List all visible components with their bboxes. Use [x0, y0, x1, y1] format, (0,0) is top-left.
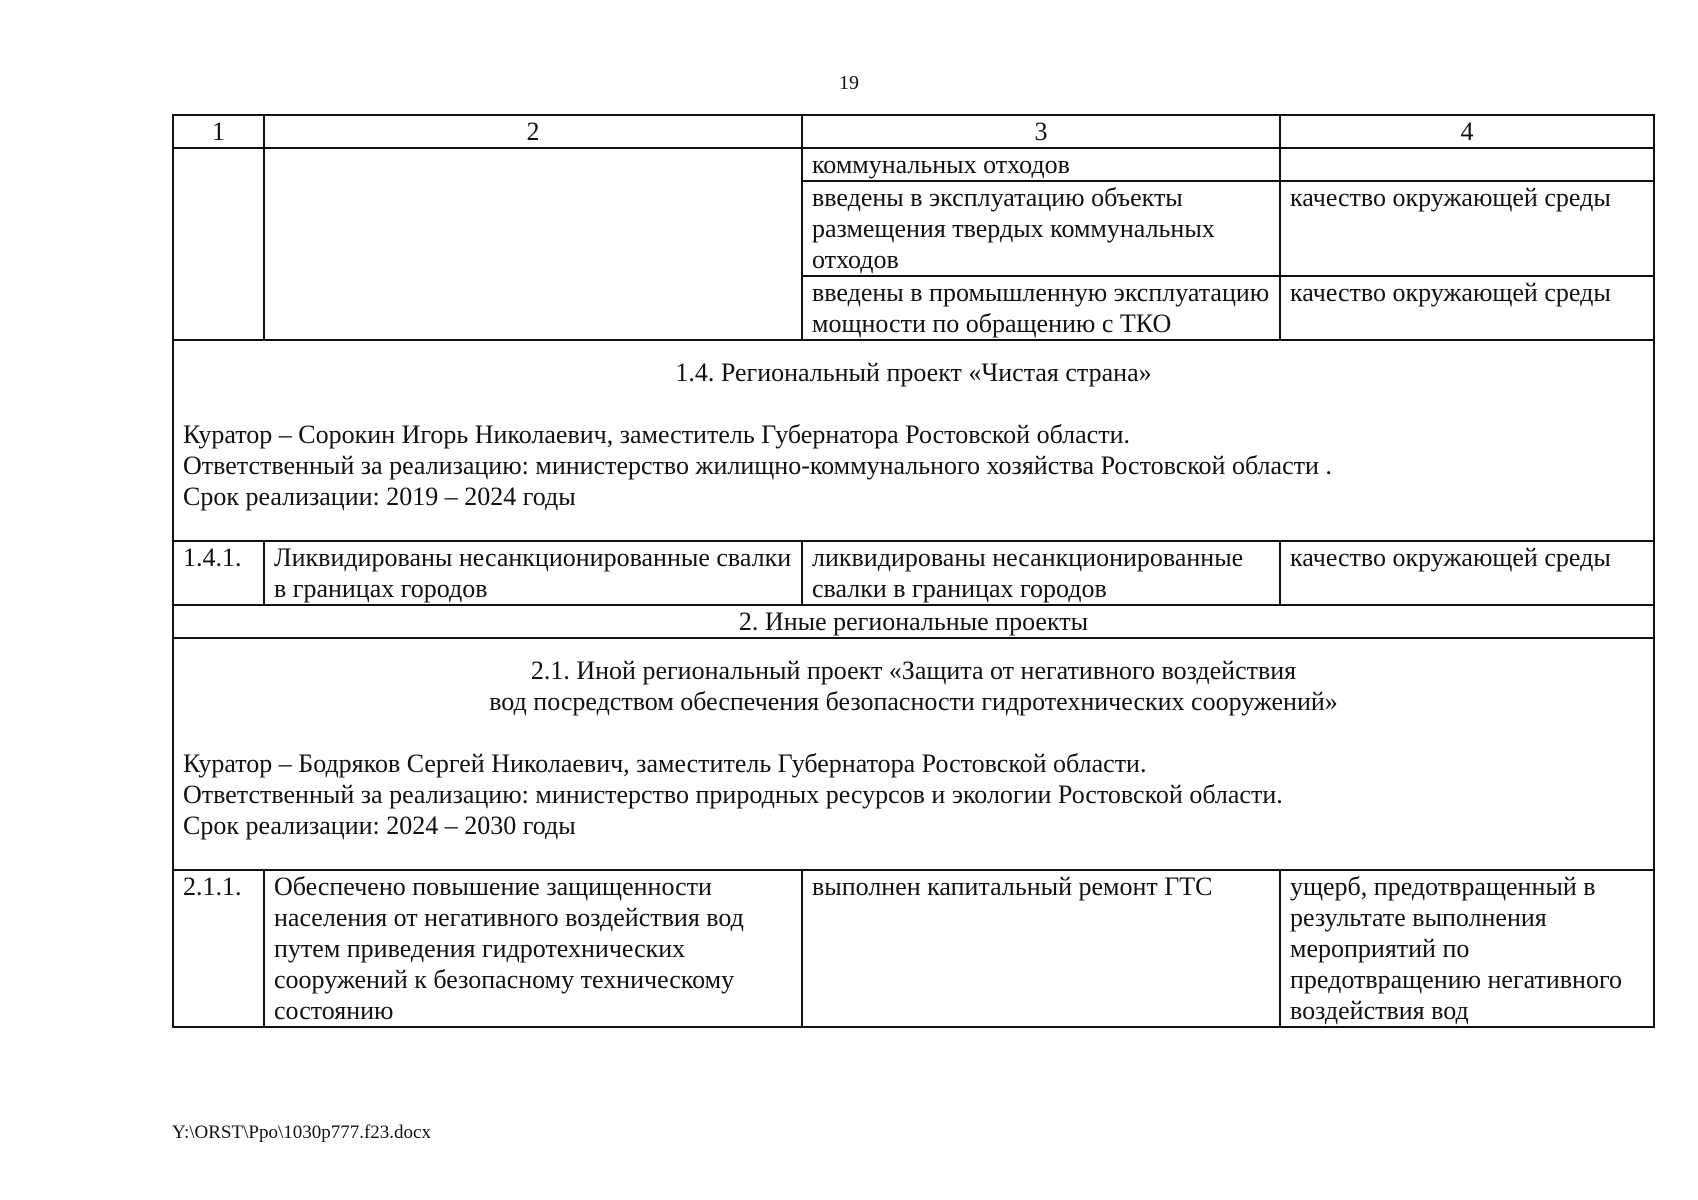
table-row	[173, 148, 1654, 181]
page-number: 19	[839, 72, 859, 94]
section-1-4	[173, 340, 1654, 541]
empty-cell	[173, 148, 264, 340]
row-number: 1.4.1.	[173, 541, 264, 605]
section-row-2	[173, 605, 1654, 638]
empty-cell	[264, 148, 802, 340]
table-row	[173, 541, 1654, 605]
section-2-1	[173, 638, 1654, 870]
section-row-1-4	[173, 340, 1654, 541]
table-row	[173, 870, 1654, 1027]
responsible-line: Ответственный за реализацию: министерство жилищно-коммунального хозяйства Ростовской области .	[183, 451, 1332, 480]
cell-col2: Обеспечено повышение защищенности населения от негативного воздействия вод путем приведения гидротехнических сооружений к безопасному техническому состоянию	[264, 870, 802, 1027]
section-title-line-1: 2.1. Иной региональный проект «Защита от негативного воздействия	[530, 656, 1297, 685]
section-title: 1.4. Региональный проект «Чистая страна»	[675, 358, 1152, 387]
row-number: 2.1.1.	[173, 870, 264, 1027]
measures-table	[172, 114, 1655, 1028]
section-2-title: 2. Иные региональные проекты	[173, 605, 1654, 638]
section-title	[183, 655, 1644, 717]
header-col-1: 1	[173, 115, 264, 148]
cell-col3: введены в эксплуатацию объекты размещения твердых коммунальных отходов	[802, 181, 1280, 276]
period-line: Срок реализации: 2019 – 2024 годы	[183, 482, 576, 511]
cell-col4: качество окружающей среды	[1280, 541, 1654, 605]
curator-line: Куратор – Бодряков Сергей Николаевич, заместитель Губернатора Ростовской области.	[183, 749, 1147, 778]
header-col-4: 4	[1280, 115, 1654, 148]
cell-col2: Ликвидированы несанкционированные свалки в границах городов	[264, 541, 802, 605]
header-col-2: 2	[264, 115, 802, 148]
cell-col3: выполнен капитальный ремонт ГТС	[802, 870, 1280, 1027]
curator-line: Куратор – Сорокин Игорь Николаевич, заместитель Губернатора Ростовской области.	[183, 420, 1130, 449]
section-title-line-2: вод посредством обеспечения безопасности гидротехнических сооружений»	[489, 687, 1338, 716]
responsible-line: Ответственный за реализацию: министерство природных ресурсов и экологии Ростовской области.	[183, 780, 1283, 809]
footer-file-path: Y:\ORST\Ppo\1030p777.f23.docx	[172, 1122, 431, 1143]
cell-col4	[1280, 148, 1654, 181]
cell-col4: ущерб, предотвращенный в результате выполнения мероприятий по предотвращению негативного воздействия вод	[1280, 870, 1654, 1027]
section-row-2-1	[173, 638, 1654, 870]
cell-col3: ликвидированы несанкционированные свалки в границах городов	[802, 541, 1280, 605]
cell-col4: качество окружающей среды	[1280, 181, 1654, 276]
header-col-3: 3	[802, 115, 1280, 148]
period-line: Срок реализации: 2024 – 2030 годы	[183, 811, 576, 840]
header-row	[173, 115, 1654, 148]
cell-col4: качество окружающей среды	[1280, 276, 1654, 340]
cell-col3: коммунальных отходов	[802, 148, 1280, 181]
cell-col3: введены в промышленную эксплуатацию мощности по обращению с ТКО	[802, 276, 1280, 340]
